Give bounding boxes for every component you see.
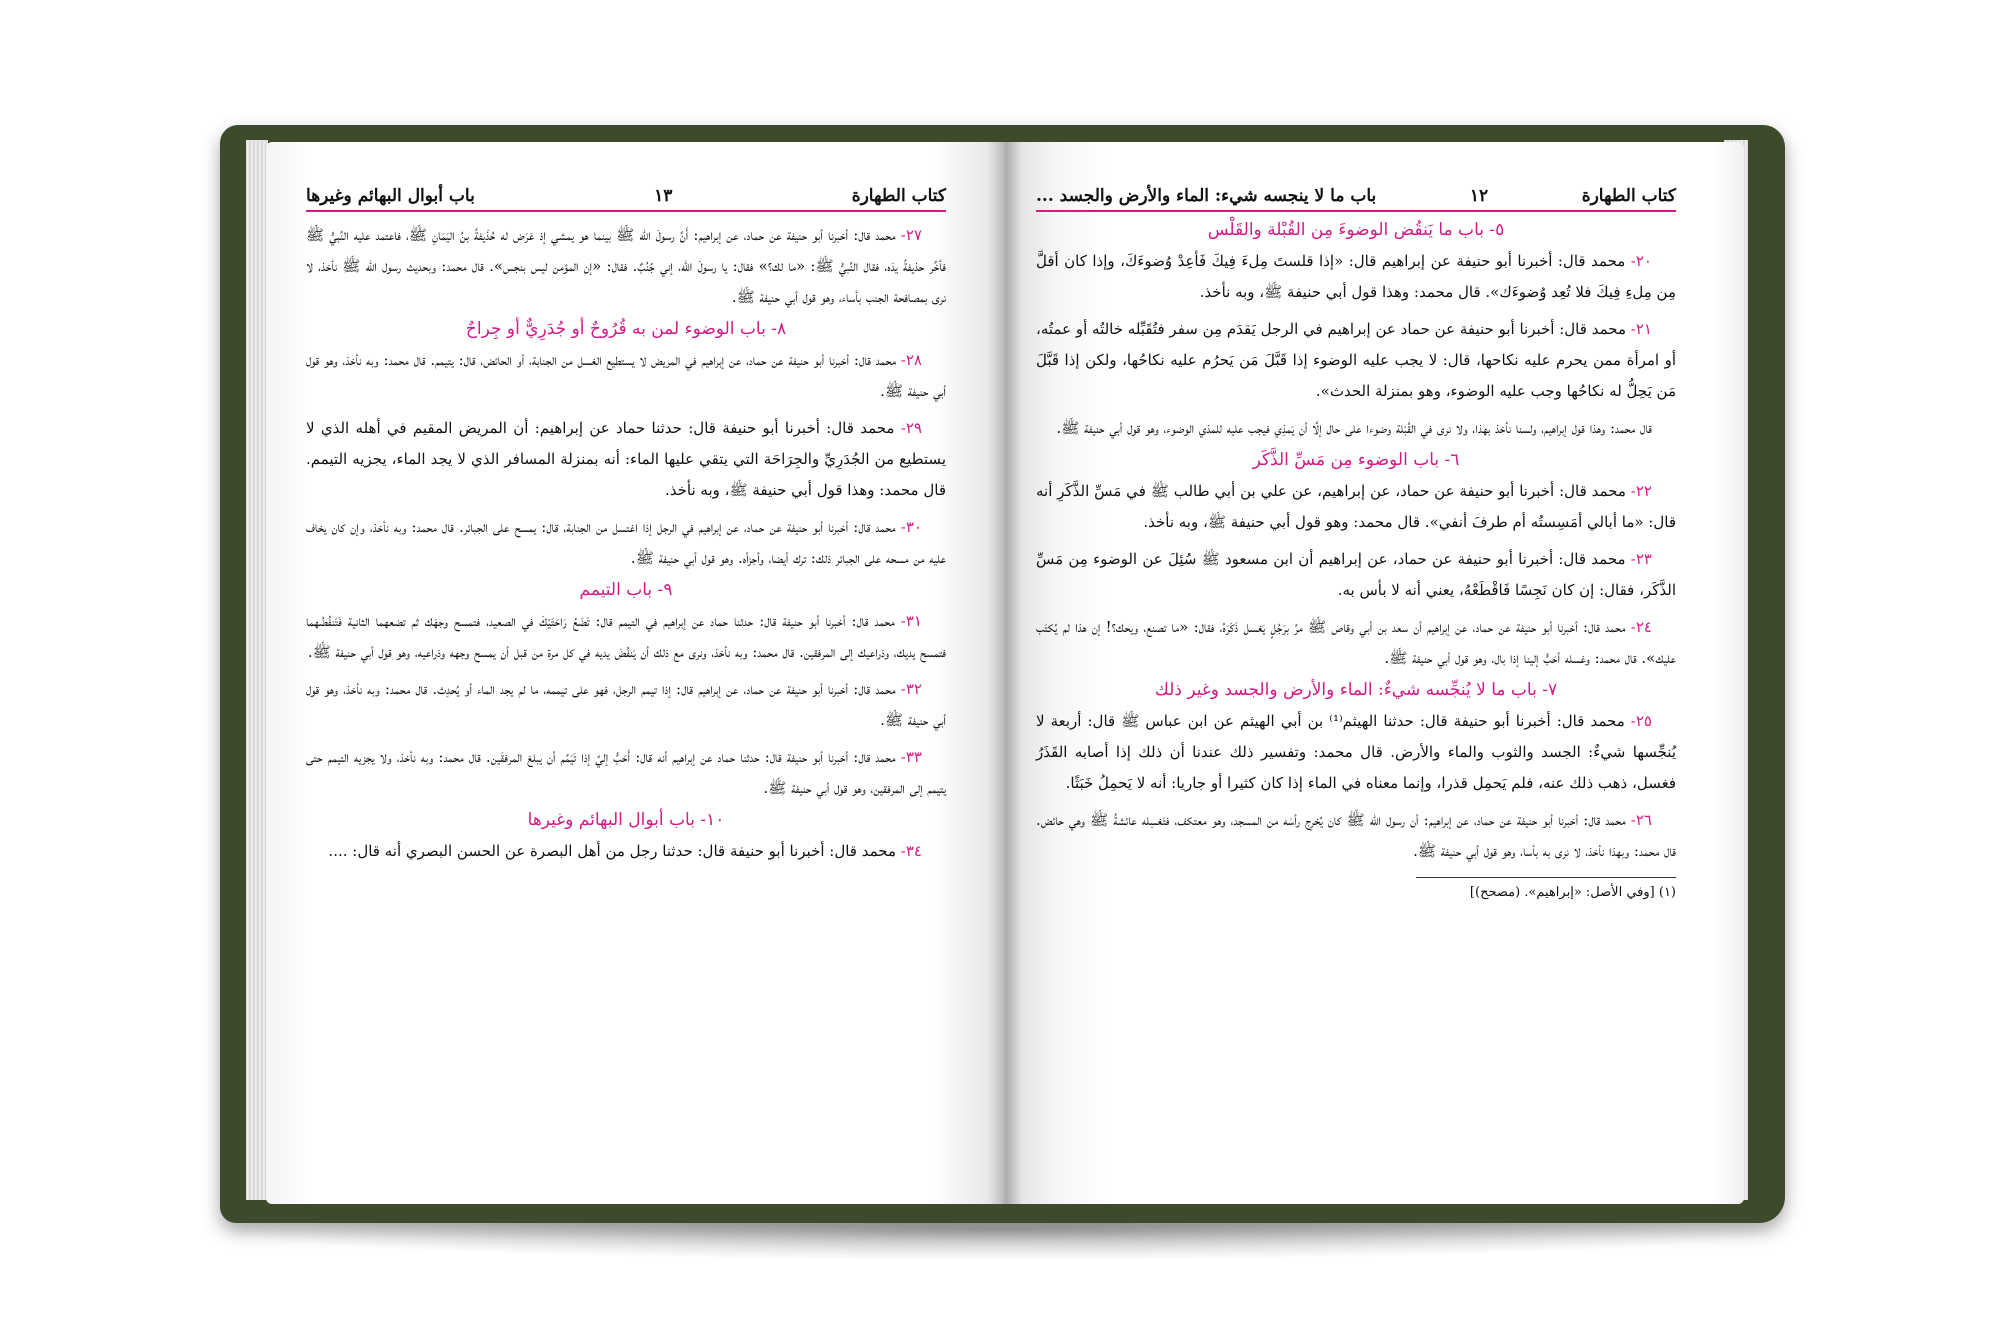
hadith-paragraph — [1036, 314, 1676, 407]
hadith-number: ٢٩- — [900, 419, 922, 437]
hadith-number: ٢٧- — [900, 226, 922, 244]
hadith-number: ٢١- — [1630, 320, 1652, 338]
hadith-number: ٣٣- — [900, 748, 922, 766]
hadith-number: ٢٤- — [1630, 618, 1652, 636]
hadith-paragraph — [306, 674, 946, 736]
section-title: ٨- باب الوضوء لمن به قُرُوحٌ أو جُدَرِيٌّ أو جِراحٌ — [465, 319, 787, 339]
hadith-paragraph — [1036, 413, 1676, 444]
hadith-text: محمد قال: أخبرنا أبو حنيفة عن حماد، عن إبراهيم أن سعد بن أبي وقاص ﷺ مرَّ برَجُلٍ يَغسل ذَكَرَهُ، فقال: «ما تصنع، ويحك؟! إن هذا لم يُكتَب عليك». قال محمد: وغسله أحَبُّ إلينا إذا بال، وهو قول أبي حنيفة ﷺ. — [1036, 618, 1676, 667]
hadith-text: محمد قال: أخبرنا أبو حنيفة قال: حدثنا رجل من أهل البصرة عن الحسن البصري أنه قال: .... — [328, 842, 897, 860]
right-header-chapter: باب ما لا ينجسه شيء: الماء والأرض والجسد ... — [1036, 186, 1377, 206]
left-header-chapter: باب أبوال البهائم وغيرها — [306, 186, 475, 206]
right-page-header — [1036, 186, 1676, 212]
left-page-text — [306, 186, 946, 873]
hadith-text: محمد قال: أخبرنا أبو حنيفة عن إبراهيم قال: «إذا قلستَ مِلءَ فِيكَ فَأعِدْ وُضوءَكَ، وإذا كان أقلَّ مِن مِلءِ فِيكَ فلا تُعِد وُضوءَك». قال محمد: وهذا قول أبي حنيفة ﷺ، وبه نأخذ. — [1036, 252, 1676, 301]
hadith-text: محمد قال: أخبرنا أبو حنيفة عن حماد، عن إبراهيم، عن علي بن أبي طالب ﷺ في مَسِّ الذَّكَرِ أنه قال: «ما أبالي أمَسِستُه أم طرفَ أنفي». قال محمد: وهو قول أبي حنيفة ﷺ، وبه نأخذ. — [1036, 482, 1676, 531]
hadith-number: ٣٠- — [900, 518, 922, 536]
hadith-text: محمد قال: أخبرنا أبو حنيفة قال: حدثنا حماد عن إبراهيم في التيمم قال: تَضَعُ رَاحَتَيْكَ في الصعيد، فتمسح وجهَك ثم تضعهما الثانية فَتَنفُضُهما فتمسح يديك، وذراعيك إلى المرفقين. قال محمد: وبه نأخذ، ونرى مع ذلك أن يَنفُضَ يديه في كل مرة من قبل أن يمسح وجهه وذراعيه، وهو قول أبي حنيفة ﷺ. — [306, 612, 946, 661]
section-title: ٧- باب ما لا يُنجِّسه شيءٌ: الماء والأرض والجسد وغير ذلك — [1154, 680, 1558, 700]
hadith-paragraph — [306, 606, 946, 668]
left-page-number: ١٣ — [654, 186, 673, 206]
page-edges-left — [246, 140, 268, 1200]
hadith-text: محمد قال: أخبرنا أبو حنيفة عن حماد، عن إبراهيم: أَنَّ رسولَ الله ﷺ بينما هو يمشي إذ عَرَض له حُذَيفةُ بنُ اليَمَانِ ﷺ، فاعتمد عليه النَّبيُّ ﷺ فأخَّر حذيفةُ يدَه، فقال النَّبيُّ ﷺ: «ما لك؟» فقال: يا رسولَ الله، إني جُنُبٌ. فقال: «إن المؤمن ليس بنجس». قال محمد: وبحديث رسول الله ﷺ نأخذ، لا نرى بمصافحة الجنب بأساء، وهو قول أبي حنيفة ﷺ. — [306, 226, 946, 306]
hadith-paragraph — [306, 413, 946, 506]
hadith-number: ٢٥- — [1630, 712, 1652, 730]
hadith-text: محمد قال: أخبرنا أبو حنيفة قال: حدثنا حماد عن إبراهيم: أن المريض المقيم في أهله الذي لا يستطيع من الجُدَرِيِّ والجِرَاحَة التي يتقي عليها الماء: أنه بمنزلة المسافر الذي لا يجد الماء، يجزيه التيمم. قال محمد: وهذا قول أبي حنيفة ﷺ، وبه نأخذ. — [306, 419, 946, 499]
hadith-text: محمد قال: أخبرنا أبو حنيفة قال: حدثنا الهيثم⁽¹⁾ بن أبي الهيثم عن ابن عباس ﷺ قال: أربعة لا يُنجِّسها شيءٌ: الجسد والثوب والماء والأرض. قال محمد: وتفسير ذلك عندنا أن ذلك إذا أصابه القَذَرُ فغسل، ذهب ذلك عنه، فلم يَحمِل قذرا، وإنما معناه في الماء إذا كان كثيرا أو جاريا: أنه لا يَحمِلُ خَبَثًا. — [1036, 712, 1676, 792]
hadith-paragraph — [1036, 246, 1676, 308]
left-header-book: كتاب الطهارة — [851, 186, 946, 206]
right-page — [1004, 142, 1744, 1204]
section-title: ٥- باب ما يَنقُض الوضوءَ مِن القُبْلة والقَلْس — [1207, 220, 1505, 240]
hadith-number: ٢٠- — [1630, 252, 1652, 270]
hadith-text: محمد قال: أخبرنا أبو حنيفة عن حماد، عن إبراهيم في الرجل إذا اغتسل من الجنابة، قال: يمسح على الجبائر. قال محمد: وبه نأخذ، وإن كان يخاف عليه من مسحه على الجبائر ذلك: ترك أيضا، وأجزأه. وهو قول أبي حنيفة ﷺ. — [306, 518, 946, 567]
section-title: ٩- باب التيمم — [579, 580, 673, 600]
hadith-number: ٢٦- — [1630, 811, 1652, 829]
hadith-paragraph — [306, 345, 946, 407]
hadith-paragraph — [1036, 706, 1676, 799]
hadith-paragraph — [1036, 612, 1676, 674]
footnote: (١) [وفي الأصل: «إبراهيم». (مصحح)] — [1469, 885, 1676, 900]
hadith-paragraph — [1036, 476, 1676, 538]
right-page-number: ١٢ — [1469, 186, 1489, 206]
hadith-number: ٣١- — [900, 612, 922, 630]
section-title: ١٠- باب أبوال البهائم وغيرها — [527, 810, 725, 830]
hadith-text: محمد قال: أخبرنا أبو حنيفة عن حماد عن إبراهيم في الرجل يَقدَم مِن سفر فتُقَبِّله خالتُه أو عمتُه، أو امرأة ممن يحرم عليه نكاحها، قال: لا يجب عليه الوضوء إذا قَبَّلَ مَن يَحرُم عليه نكاحُها، ولكن إذا قَبَّلَ مَن يَحِلُّ له نكاحُها وجب عليه الوضوء، وهو بمنزلة الحدث». — [1036, 320, 1676, 400]
hadith-number: ٣٢- — [900, 680, 922, 698]
hadith-number: ٢٢- — [1630, 482, 1652, 500]
footnote-separator — [1416, 877, 1676, 878]
right-header-book: كتاب الطهارة — [1581, 186, 1676, 206]
hadith-paragraph — [306, 512, 946, 574]
right-page-text — [1036, 186, 1676, 904]
hadith-paragraph — [306, 742, 946, 804]
left-page — [266, 142, 1004, 1204]
hadith-paragraph — [1036, 805, 1676, 867]
section-title: ٦- باب الوضوء مِن مَسِّ الذَّكَر — [1252, 450, 1460, 470]
hadith-text: محمد قال: أخبرنا أبو حنيفة عن حماد، عن إبراهيم في المريض لا يستطيع الغسل من الجنابة، أو الحائض، قال: يتيمم. قال محمد: وبه نأخذ، وهو قول أبي حنيفة ﷺ. — [306, 351, 946, 400]
left-page-header — [306, 186, 946, 212]
hadith-text: محمد قال: أخبرنا أبو حنيفة قال: حدثنا حماد عن إبراهيم أنه قال: أَحَبُّ إليَّ إذا تَيَمَّم أن يبلغ المرفقَين. قال محمد: وبه نأخذ، ولا يجزيه التيمم حتى يتيمم إلى المرفقين، وهو قول أبي حنيفة ﷺ. — [306, 748, 946, 797]
hadith-number: ٣٤- — [900, 842, 922, 860]
hadith-text: قال محمد: وهذا قول إبراهيم، ولسنا نأخذ بهذا، ولا نرى في القُبْلة وضوءا على حال إلَّا أن يَمذِي فيجب عليه للمذي الوضوء، وهو قول أبي حنيفة ﷺ. — [1056, 419, 1652, 437]
hadith-number: ٢٨- — [900, 351, 922, 369]
book-gutter — [988, 142, 1022, 1204]
hadith-text: محمد قال: أخبرنا أبو حنيفة عن حماد، عن إبراهيم أن ابن مسعود ﷺ سُئِلَ عن الوضوء مِن مَسِّ الذَّكَر، فقال: إن كان نَجِسًا فَاقْطَعْهُ، يعني أنه لا بأس به. — [1036, 550, 1676, 599]
hadith-text: محمد قال: أخبرنا أبو حنيفة عن حماد، عن إبراهيم قال: إذا تيمم الرجل، فهو على تيممه، ما لم يجد الماء أو يُحدِث. قال محمد: وبه نأخذ، وهو قول أبي حنيفة ﷺ. — [306, 680, 946, 729]
hadith-paragraph — [306, 220, 946, 313]
hadith-number: ٢٣- — [1630, 550, 1652, 568]
hadith-text: محمد قال: أخبرنا أبو حنيفة عن حماد، عن إبراهيم: أن رسول الله ﷺ كان يُخرِج رأسَه من المسجد، وهو معتكف، فتَغسِله عائشةُ ﷺ وهي حائض. قال محمد: وبهذا نأخذ، لا نرى به بأسا، وهو قول أبي حنيفة ﷺ. — [1036, 811, 1676, 860]
hadith-paragraph — [306, 836, 946, 867]
hadith-paragraph — [1036, 544, 1676, 606]
